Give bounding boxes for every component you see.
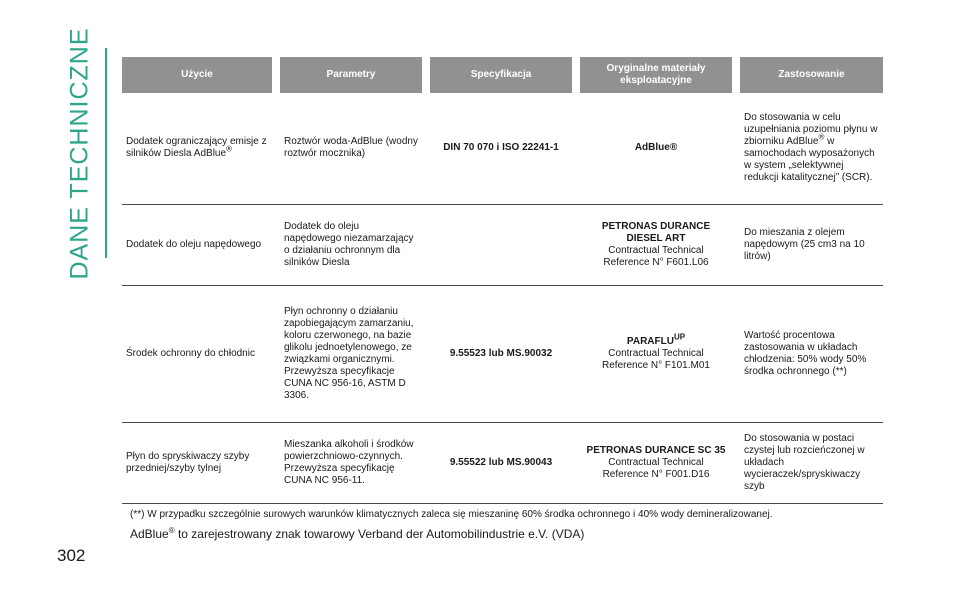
header-materials: Oryginalne materiały eksploatacyjne — [580, 57, 732, 93]
table-row — [122, 204, 883, 285]
cell-params: Roztwór woda-AdBlue (wodny roztwór mocznika) — [280, 93, 422, 204]
table-header-row — [122, 57, 883, 93]
table-row — [122, 422, 883, 503]
cell-material: PETRONAS DURANCE DIESEL ART Contractual Technical Reference N° F601.L06 — [580, 204, 732, 285]
cell-params: Dodatek do oleju napędowego niezamarzający o działaniu ochronnym dla silników Diesla — [280, 204, 422, 285]
fluids-table — [122, 57, 883, 504]
header-params: Parametry — [280, 57, 422, 93]
header-use: Użycie — [122, 57, 272, 93]
cell-use: Dodatek ograniczający emisje z silników Diesla AdBlue® — [122, 93, 272, 204]
header-application: Zastosowanie — [740, 57, 883, 93]
table-row — [122, 93, 883, 204]
cell-params: Płyn ochronny o działaniu zapobiegającym zamarzaniu, koloru czerwonego, na bazie glikolu jednoetylenowego, ze związkami organicznymi. Przewyższa specyfikacje CUNA NC 956-16, ASTM D 3306. — [280, 285, 422, 422]
trademark-note: AdBlue® to zarejestrowany znak towarowy Verband der Automobilindustrie e.V. (VDA) — [130, 526, 585, 541]
cell-application: Wartość procentowa zastosowania w układach chłodzenia: 50% wody 50% środka ochronnego (**) — [740, 285, 883, 422]
cell-application: Do mieszania z olejem napędowym (25 cm3 na 10 litrów) — [740, 204, 883, 285]
cell-spec: 9.55523 lub MS.90032 — [430, 285, 572, 422]
cell-use: Dodatek do oleju napędowego — [122, 204, 272, 285]
cell-spec: 9.55522 lub MS.90043 — [430, 422, 572, 503]
section-title: DANE TECHNICZNE — [65, 26, 94, 280]
section-divider — [105, 48, 107, 258]
cell-spec: DIN 70 070 i ISO 22241-1 — [430, 93, 572, 204]
table-row — [122, 285, 883, 422]
cell-material: AdBlue® — [580, 93, 732, 204]
cell-application: Do stosowania w postaci czystej lub rozcieńczonej w układach wycieraczek/spryskiwaczy szyb — [740, 422, 883, 503]
cell-material: $PARAFLU^{UP}$ Contractual Technical Reference N° F101.M01 — [580, 285, 732, 422]
cell-application: Do stosowania w celu uzupełniania poziomu płynu w zbiorniku AdBlue® w samochodach wyposażonych w system „selektywnej redukcji katalitycznej” (SCR). — [740, 93, 883, 204]
cell-material: PETRONAS DURANCE SC 35 Contractual Technical Reference N° F001.D16 — [580, 422, 732, 503]
footnote: (**) W przypadku szczególnie surowych warunków klimatycznych zaleca się mieszaninę 60% środka ochronnego i 40% wody demineralizowanej. — [130, 509, 773, 520]
cell-spec — [430, 204, 572, 285]
cell-use: Środek ochronny do chłodnic — [122, 285, 272, 422]
page-number: 302 — [57, 546, 86, 565]
cell-params: Mieszanka alkoholi i środków powierzchniowo-czynnych. Przewyższa specyfikację CUNA NC 956-11. — [280, 422, 422, 503]
cell-use: Płyn do spryskiwaczy szyby przedniej/szyby tylnej — [122, 422, 272, 503]
header-spec: Specyfikacja — [430, 57, 572, 93]
